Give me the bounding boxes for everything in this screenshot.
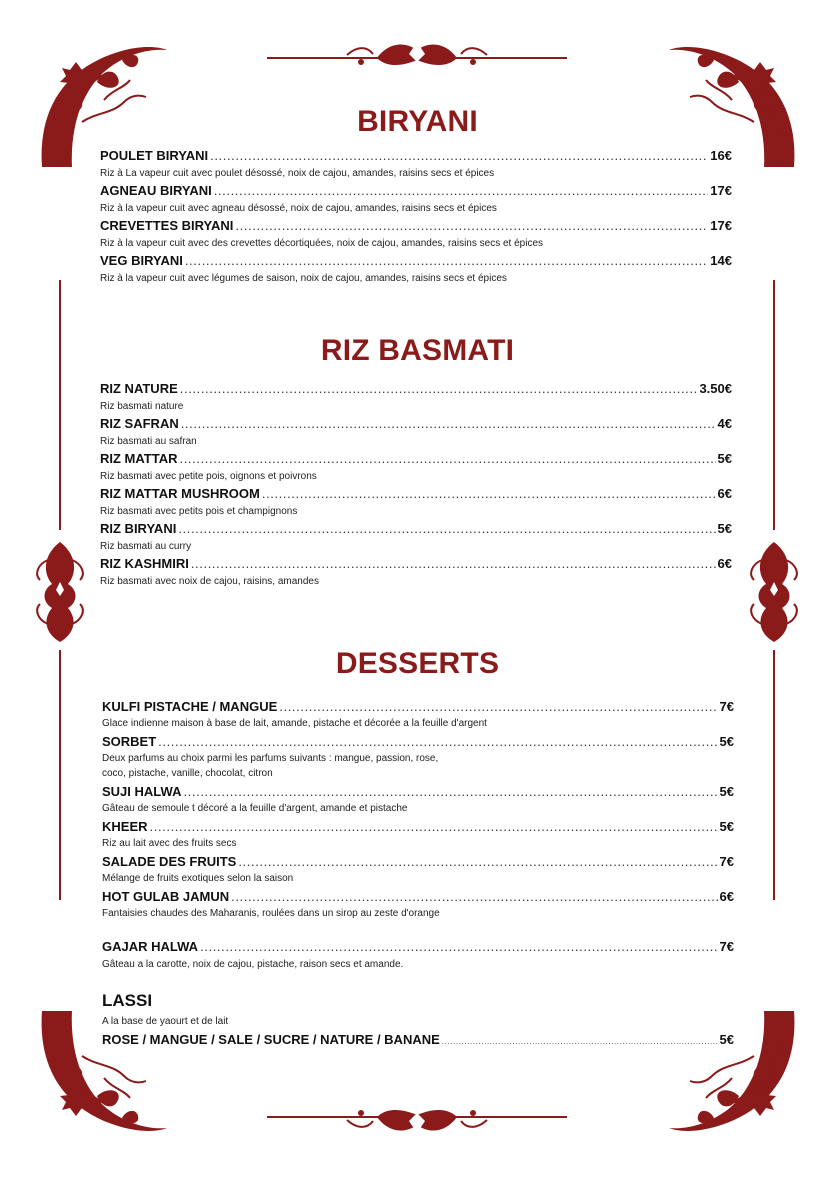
item-description: Riz basmati avec petite pois, oignons et poivrons — [100, 471, 317, 482]
menu-item: CREVETTES BIRYANI ..... 17€ — [100, 218, 732, 233]
item-description: Riz basmati avec petits pois et champignons — [100, 506, 298, 517]
item-description: coco, pistache, vanille, chocolat, citron — [102, 768, 273, 779]
menu-item: POULET BIRYANI ..... 16€ — [100, 148, 732, 163]
menu-item: AGNEAU BIRYANI ..... 17€ — [100, 183, 732, 198]
section-title-riz-basmati: RIZ BASMATI — [320, 334, 515, 367]
menu-item: RIZ KASHMIRI ..... 6€ — [100, 556, 732, 571]
menu-item: RIZ BIRYANI ..... 5€ — [100, 521, 732, 536]
menu-item: GAJAR HALWA ..... 7€ — [102, 939, 734, 954]
item-description: A la base de yaourt et de lait — [102, 1016, 229, 1027]
corner-bottom-right-icon — [664, 1006, 794, 1136]
menu-item: SALADE DES FRUITS ..... 7€ — [102, 854, 734, 869]
item-description: Riz au lait avec des fruits secs — [102, 838, 237, 849]
menu-item: SUJI HALWA ..... 5€ — [102, 784, 734, 799]
top-divider-icon — [267, 38, 567, 78]
item-description: Riz basmati avec noix de cajou, raisins, amandes — [100, 576, 319, 587]
menu-item: RIZ SAFRAN ..... 4€ — [100, 416, 732, 431]
item-description: Riz basmati au safran — [100, 436, 197, 447]
menu-item: HOT GULAB JAMUN ..... 6€ — [102, 889, 734, 904]
menu-item: SORBET ..... 5€ — [102, 734, 734, 749]
item-description: Gâteau a la carotte, noix de cajou, pistache, raison secs et amande. — [102, 959, 404, 970]
section-title-lassi: LASSI — [102, 991, 153, 1010]
menu-item: RIZ NATURE ..... 3.50€ — [100, 381, 732, 396]
section-title-desserts: DESSERTS — [335, 647, 500, 680]
menu-item: VEG BIRYANI ..... 14€ — [100, 253, 732, 268]
menu-item: RIZ MATTAR ..... 5€ — [100, 451, 732, 466]
menu-item: ROSE / MANGUE / SALE / SUCRE / NATURE / BANANE ..... 5€ — [102, 1032, 734, 1047]
item-description: Gâteau de semoule t décoré a la feuille d'argent, amande et pistache — [102, 803, 408, 814]
item-description: Mélange de fruits exotiques selon la saison — [102, 873, 294, 884]
section-title-biryani: BIRYANI — [357, 105, 478, 138]
item-description: Riz à La vapeur cuit avec poulet désossé, noix de cajou, amandes, raisins secs et épices — [100, 168, 495, 179]
right-border-icon — [752, 280, 796, 900]
item-description: Riz à la vapeur cuit avec agneau désossé, noix de cajou, amandes, raisins secs et épices — [100, 203, 497, 214]
item-description: Deux parfums au choix parmi les parfums suivants : mangue, passion, rose, — [102, 753, 439, 764]
menu-item: KULFI PISTACHE / MANGUE ..... 7€ — [102, 699, 734, 714]
item-description: Glace indienne maison à base de lait, amande, pistache et décorée a la feuille d'argent — [102, 718, 487, 729]
item-description: Riz à la vapeur cuit avec légumes de saison, noix de cajou, amandes, raisins secs et épices — [100, 273, 507, 284]
item-description: Riz basmati au curry — [100, 541, 192, 552]
left-border-icon — [38, 280, 82, 900]
bottom-divider-icon — [267, 1097, 567, 1137]
item-description: Fantaisies chaudes des Maharanis, roulées dans un sirop au zeste d'orange — [102, 908, 440, 919]
item-description: Riz basmati nature — [100, 401, 184, 412]
item-description: Riz à la vapeur cuit avec des crevettes décortiquées, noix de cajou, amandes, raisins secs et épices — [100, 238, 544, 249]
menu-item: KHEER ..... 5€ — [102, 819, 734, 834]
menu-item: RIZ MATTAR MUSHROOM ..... 6€ — [100, 486, 732, 501]
